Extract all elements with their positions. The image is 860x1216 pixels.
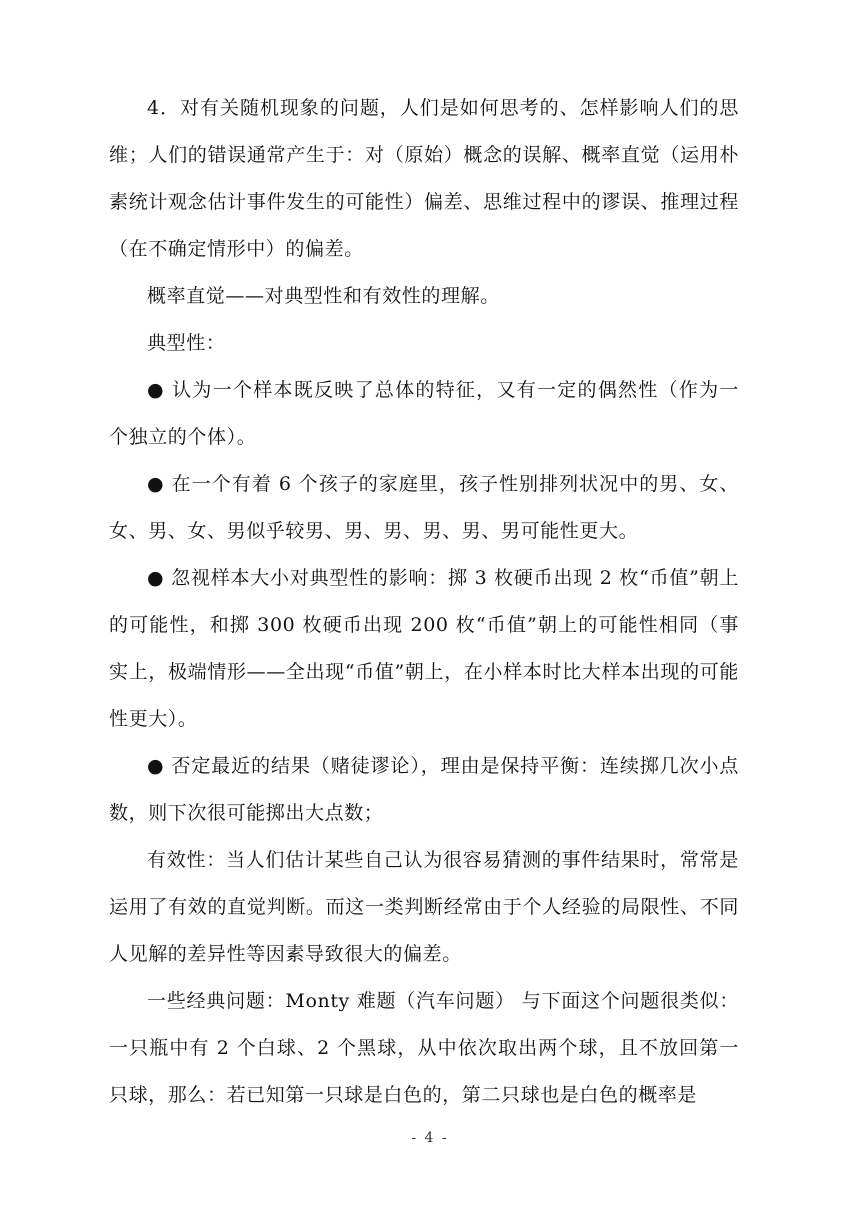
page-number: - 4 - [411, 1130, 449, 1146]
bullet-sample-reflects-population: ● 认为一个样本既反映了总体的特征，又有一定的偶然性（作为一个独立的个体）。 [109, 379, 739, 448]
paragraph-classic-problems: 一些经典问题：Monty 难题（汽车问题） 与下面这个问题很类似：一只瓶中有 2 个白球、2 个黑球，从中依次取出两个球，且不放回第一只球，那么：若已知第一只球是白色的，第二只球也是白色的概率是 [109, 990, 739, 1106]
bullet-gamblers-fallacy: ● 否定最近的结果（赌徒谬论），理由是保持平衡：连续掷几次小点数，则下次很可能掷出大点数； [109, 755, 739, 824]
bullet-sample-size-ignored: ● 忽视样本大小对典型性的影响：掷 3 枚硬币出现 2 枚“币值”朝上的可能性，和掷 300 枚硬币出现 200 枚“币值”朝上的可能性相同（事实上，极端情形——全出现“币值”朝上，在小样本时比大样本出现的可能性更大）。 [109, 567, 739, 730]
paragraph-probability-intuition: 概率直觉——对典型性和有效性的理解。 [147, 285, 500, 307]
paragraph-random-phenomena: 4．对有关随机现象的问题，人们是如何思考的、怎样影响人们的思维；人们的错误通常产生于：对（原始）概念的误解、概率直觉（运用朴素统计观念估计事件发生的可能性）偏差、思维过程中的谬误、推理过程（在不确定情形中）的偏差。 [109, 97, 739, 260]
paragraph-availability: 有效性：当人们估计某些自己认为很容易猜测的事件结果时，常常是运用了有效的直觉判断。而这一类判断经常由于个人经验的局限性、不同人见解的差异性等因素导致很大的偏差。 [109, 849, 739, 965]
document-body [109, 85, 739, 1119]
bullet-six-children-family: ● 在一个有着 6 个孩子的家庭里，孩子性别排列状况中的男、女、女、男、女、男似乎较男、男、男、男、男、男可能性更大。 [109, 473, 739, 542]
paragraph-typicality-heading: 典型性： [147, 332, 226, 354]
